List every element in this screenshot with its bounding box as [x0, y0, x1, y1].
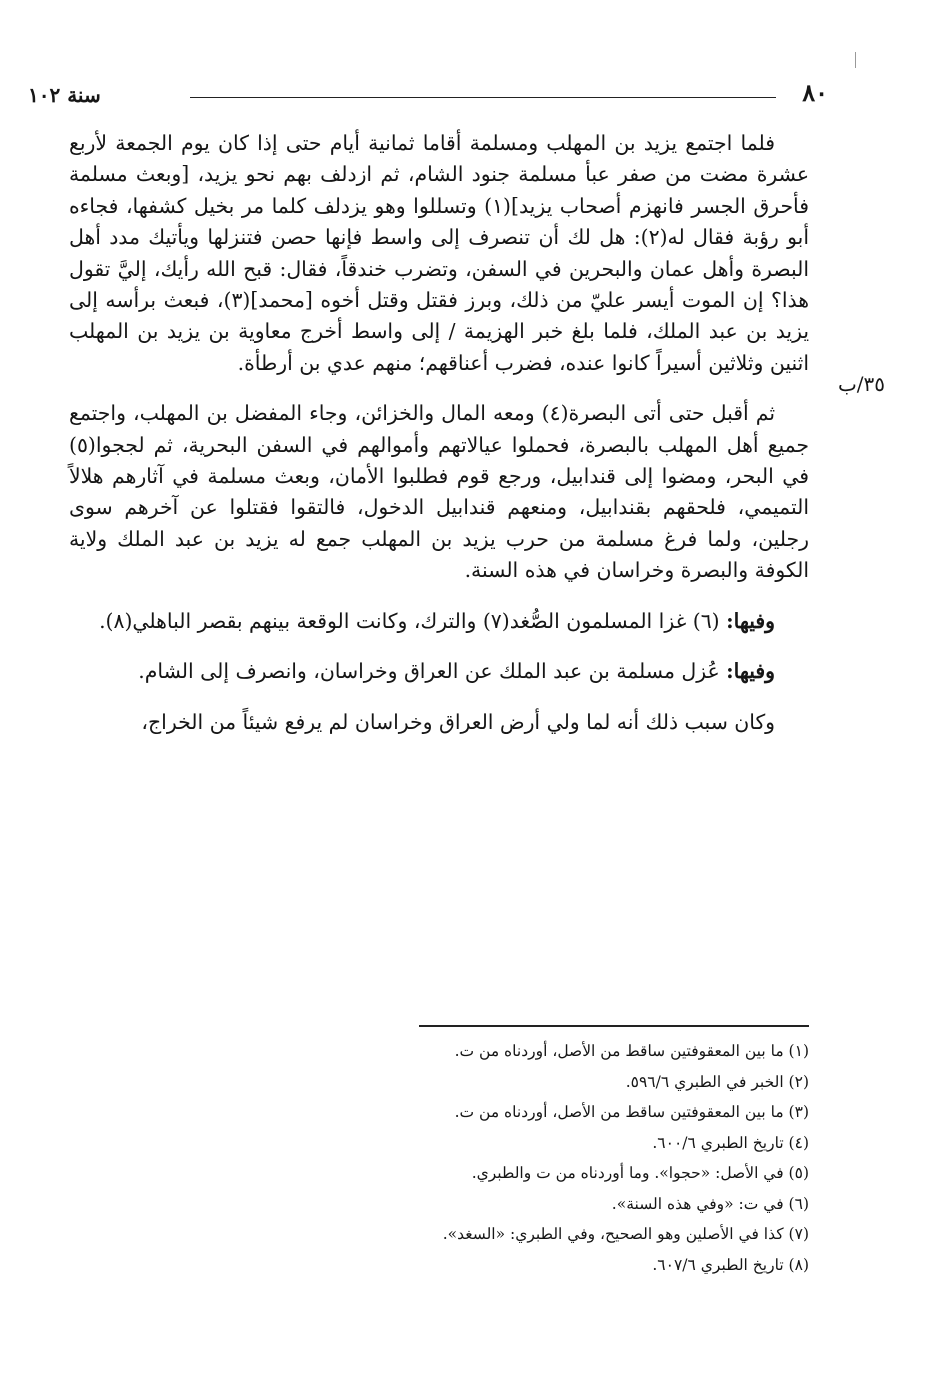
paragraph-battle: فلما اجتمع يزيد بن المهلب ومسلمة أقاما ثمانية أيام حتى إذا كان يوم الجمعة لأربع عشرة مضت من صفر عبأ مسلمة جنود الشام، ثم ازدلف بهم نحو يزيد، [وبعث مسلمة فأحرق الجسر فانهزم أصحاب يزيد](١) وتسللوا وهو يزدلف كلما مر بخيل كشفها، فجاءه أبو رؤبة فقال له(٢): هل لك أن تنصرف إلى واسط فإنها حصن فتنزلها ويأتيك مدد أهل البصرة وأهل عمان والبحرين في السفن، وتضرب خندقاً، فقال: قبح الله رأيك، إليَّ تقول هذا؟ إن الموت أيسر عليّ من ذلك، وبرز فقتل وقتل أخوه [محمد](٣)، فبعث برأسه إلى يزيد بن عبد الملك، فلما بلغ خبر الهزيمة / إلى واسط أخرج معاوية بن يزيد بن المهلب اثنين وثلاثين أسيراً كانوا عنده، فضرب أعناقهم؛ منهم عدي بن أرطأة.	[69, 131, 810, 375]
crop-mark	[855, 52, 856, 68]
footnote-separator	[419, 1025, 809, 1027]
footnote: (٨) تاريخ الطبري ٦٠٧/٦.	[652, 1255, 809, 1274]
paragraph-sughd	[69, 606, 809, 637]
footnote: (٢) الخبر في الطبري ٥٩٦/٦.	[625, 1072, 809, 1091]
running-head	[28, 78, 828, 112]
paragraph-dismissal	[69, 656, 809, 687]
paragraph-text: (٦) غزا المسلمون الصُّغد(٧) والترك، وكانت الوقعة بينهم بقصر الباهلي(٨).	[99, 608, 720, 633]
footnote: (٦) في ت: «وفي هذه السنة».	[611, 1194, 809, 1213]
margin-folio-note: ٣٥/ب	[837, 372, 885, 396]
header-rule	[190, 97, 776, 98]
footnotes-list	[209, 1036, 809, 1280]
footnote: (٥) في الأصل: «حجوا». وما أوردناه من ت والطبري.	[471, 1164, 809, 1182]
paragraph-basra: ثم أقبل حتى أتى البصرة(٤) ومعه المال والخزائن، وجاء المفضل بن المهلب، واجتمع جميع أهل المهلب بالبصرة، فحملوا عيالاتهم وأموالهم في السفن البحرية، ثم لججوا(٥) في البحر، ومضوا إلى قندابيل، ورجع قوم فطلبوا الأمان، وبعث مسلمة في آثارهم هلالاً التميمي، فلحقهم بقندابيل، ومنعهم قندابيل الدخول، فالتقوا فقتلوا عن آخرهم سوى رجلين، ولما فرغ مسلمة من حرب يزيد بن المهلب جمع له يزيد بن عبد الملك ولاية الكوفة والبصرة وخراسان في هذه السنة.	[69, 401, 809, 583]
paragraph-lead: وفيها:	[726, 659, 775, 684]
page-number: ٨٠	[802, 78, 828, 107]
paragraph-lead: وفيها:	[726, 608, 775, 633]
footnote: (٣) ما بين المعقوفتين ساقط من الأصل، أوردناه من ت.	[454, 1103, 809, 1121]
footnote: (٤) تاريخ الطبري ٦٠٠/٦.	[652, 1133, 809, 1152]
year-label: سنة ١٠٢	[28, 83, 101, 107]
footnote: (٧) كذا في الأصلين وهو الصحيح، وفي الطبري: «السغد».	[442, 1225, 809, 1243]
paragraph-reason: وكان سبب ذلك أنه لما ولي أرض العراق وخراسان لم يرفع شيئاً من الخراج،	[141, 709, 775, 734]
footnote: (١) ما بين المعقوفتين ساقط من الأصل، أوردناه من ت.	[454, 1042, 809, 1060]
paragraph-text: عُزل مسلمة بن عبد الملك عن العراق وخراسان، وانصرف إلى الشام.	[138, 659, 720, 684]
main-text	[69, 128, 809, 757]
